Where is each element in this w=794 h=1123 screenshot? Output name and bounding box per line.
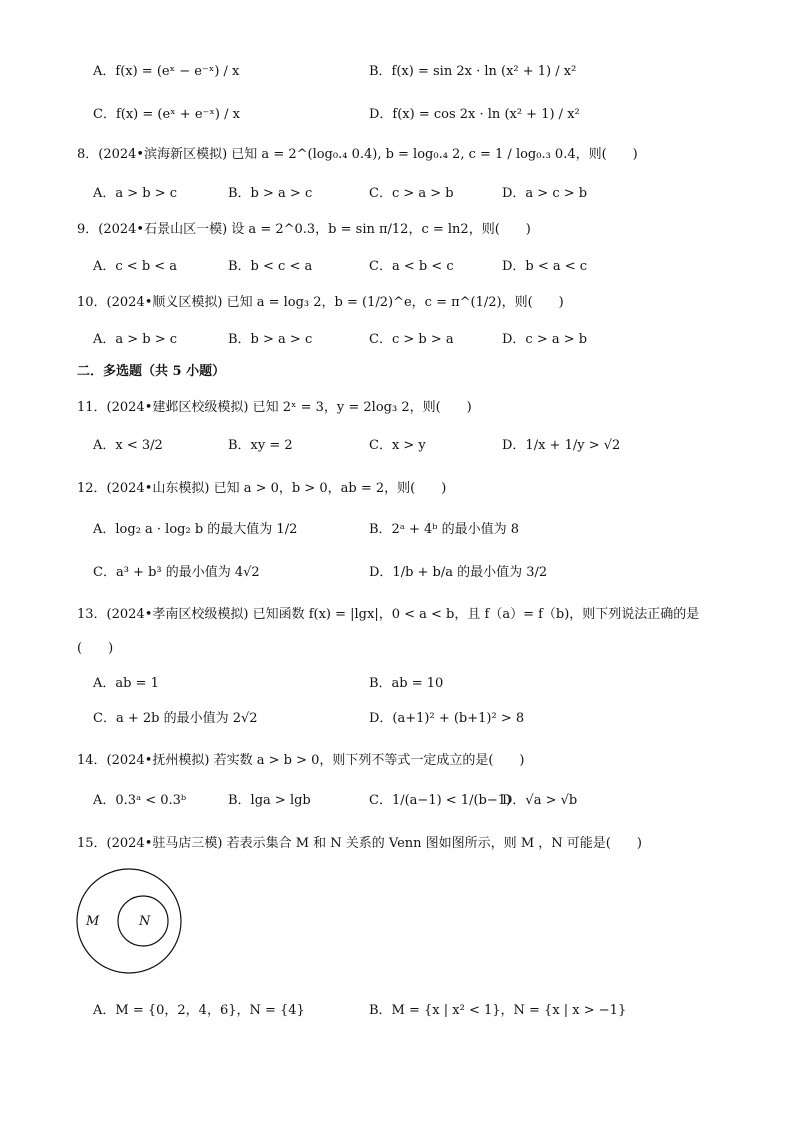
q11-stem: 11．(2024•建邺区校级模拟) 已知 2ˣ = 3，y = 2log₃ 2，则( ) (77, 400, 472, 415)
q14-option-a: A．0.3ᵃ < 0.3ᵇ (93, 793, 187, 808)
q13-option-d: D．(a+1)² + (b+1)² > 8 (369, 711, 525, 726)
q10-option-d: D．c > a > b (502, 332, 588, 347)
q8-stem: 8．(2024•滨海新区模拟) 已知 a = 2^(log₀.₄ 0.4), b = log₀.₄ 2, c = 1 / log₀.₃ 0.4，则( ) (77, 147, 638, 162)
venn-label-m: M (86, 914, 100, 929)
venn-label-n: N (139, 914, 151, 929)
q10-stem: 10．(2024•顺义区模拟) 已知 a = log₃ 2，b = (1/2)^e，c = π^(1/2)，则( ) (77, 295, 564, 310)
q8-option-d: D．a > c > b (502, 186, 588, 201)
q14-option-c: C．1/(a−1) < 1/(b−1) (369, 793, 512, 808)
q11-option-c: C．x > y (369, 438, 426, 453)
q9-stem: 9．(2024•石景山区一模) 设 a = 2^0.3，b = sin π/12，c = ln2，则( ) (77, 222, 531, 237)
q11-option-d: D．1/x + 1/y > √2 (502, 438, 621, 453)
q13-option-a: A．ab = 1 (93, 676, 159, 691)
q10-option-a: A．a > b > c (93, 332, 178, 347)
section-heading: 二．多选题（共 5 小题） (77, 364, 226, 379)
q7-option-d: D．f(x) = cos 2x · ln (x² + 1) / x² (369, 107, 580, 122)
q12-option-b: B．2ᵃ + 4ᵇ 的最小值为 8 (369, 522, 520, 537)
q8-option-a: A．a > b > c (93, 186, 178, 201)
q9-option-b: B．b < c < a (228, 259, 313, 274)
q8-option-c: C．c > a > b (369, 186, 454, 201)
q13-option-c: C．a + 2b 的最小值为 2√2 (93, 711, 258, 726)
q12-option-c: C．a³ + b³ 的最小值为 4√2 (93, 565, 260, 580)
q7-option-a: A．f(x) = (eˣ − e⁻ˣ) / x (93, 64, 240, 79)
q13-option-b: B．ab = 10 (369, 676, 444, 691)
q9-option-d: D．b < a < c (502, 259, 588, 274)
q9-option-a: A．c < b < a (93, 259, 178, 274)
q14-option-b: B．lga > lgb (228, 793, 311, 808)
q14-option-d: D．√a > √b (502, 793, 578, 808)
q12-option-d: D．1/b + b/a 的最小值为 3/2 (369, 565, 548, 580)
q15-option-a: A．M = {0，2，4，6}，N = {4} (93, 1003, 305, 1018)
q12-option-a: A．log₂ a · log₂ b 的最大值为 1/2 (93, 522, 298, 537)
q15-option-b: B．M = {x | x² < 1}，N = {x | x > −1} (369, 1003, 627, 1018)
q7-option-b: B．f(x) = sin 2x · ln (x² + 1) / x² (369, 64, 577, 79)
q15-stem: 15．(2024•驻马店三模) 若表示集合 M 和 N 关系的 Venn 图如图所示，则 M ，N 可能是( ) (77, 836, 642, 851)
q7-option-c: C．f(x) = (eˣ + e⁻ˣ) / x (93, 107, 240, 122)
q8-option-b: B．b > a > c (228, 186, 313, 201)
q13-stem: 13．(2024•孝南区校级模拟) 已知函数 f(x) = |lgx|，0 < a < b，且 f（a）= f（b)，则下列说法正确的是 (77, 607, 700, 622)
q14-stem: 14．(2024•抚州模拟) 若实数 a > b > 0，则下列不等式一定成立的是( ) (77, 753, 525, 768)
q11-option-a: A．x < 3/2 (93, 438, 163, 453)
q13-stem-blank: ( ) (77, 641, 114, 656)
q10-option-c: C．c > b > a (369, 332, 454, 347)
q11-option-b: B．xy = 2 (228, 438, 293, 453)
q12-stem: 12．(2024•山东模拟) 已知 a > 0，b > 0，ab = 2，则( ) (77, 481, 447, 496)
q9-option-c: C．a < b < c (369, 259, 454, 274)
q10-option-b: B．b > a > c (228, 332, 313, 347)
